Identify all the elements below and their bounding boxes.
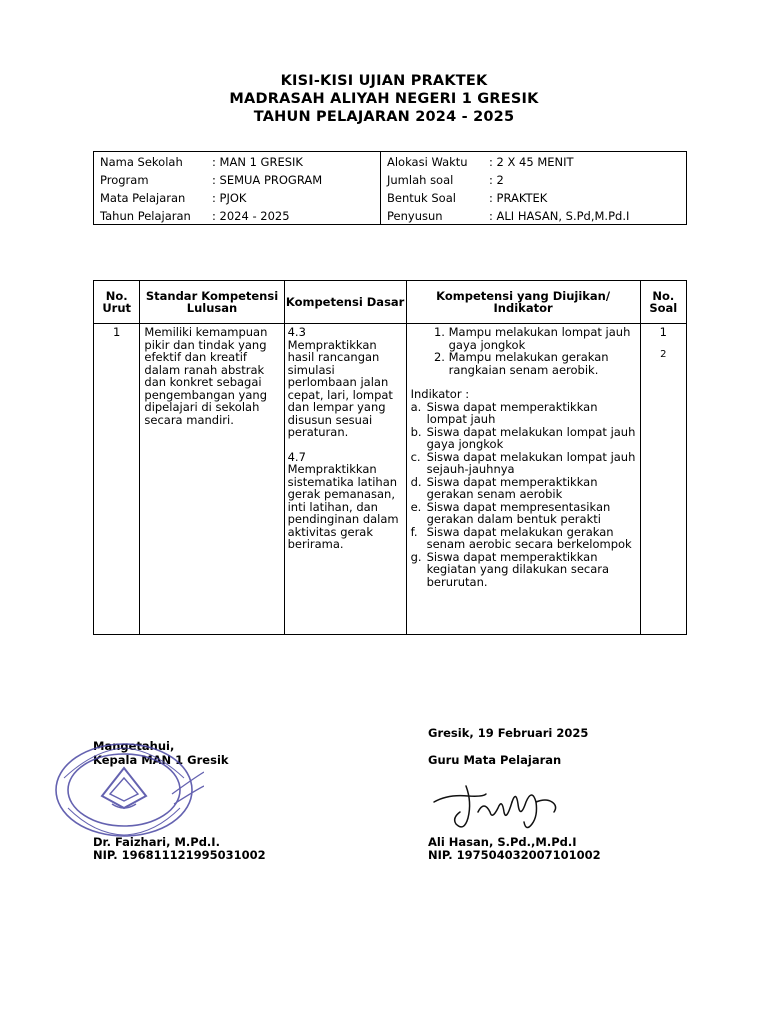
indicator-item — [411, 526, 636, 551]
info-label: Nama Sekolah — [100, 155, 183, 169]
kd-text: Mempraktikkan hasil rancangan simulasi perlombaan jalan cepat, lari, lompat dan lempar yang disusun sesuai peraturan. — [287, 337, 393, 439]
info-label: Tahun Pelajaran — [100, 209, 191, 223]
info-box — [93, 151, 687, 225]
table-header-row — [94, 281, 687, 324]
info-row — [100, 208, 380, 226]
indicator-item — [411, 476, 636, 501]
official-stamp — [54, 738, 204, 842]
indicator-marker: e. — [410, 499, 422, 514]
info-value: : PRAKTEK — [489, 191, 548, 205]
kd-item — [288, 451, 403, 551]
principal-name: Dr. Faizhari, M.Pd.I. — [93, 835, 220, 849]
info-row — [100, 172, 380, 190]
info-label: Mata Pelajaran — [100, 191, 186, 205]
info-row — [100, 154, 380, 172]
indicator-marker: f. — [410, 524, 418, 539]
teacher-role: Guru Mata Pelajaran — [428, 753, 562, 767]
info-row — [387, 208, 686, 226]
indicator-marker: c. — [410, 449, 421, 464]
kd-code: 4.3 — [287, 325, 306, 339]
academic-year-title: TAHUN PELAJARAN 2024 - 2025 — [253, 109, 515, 125]
document-title: KISI-KISI UJIAN PRAKTEK — [280, 73, 488, 89]
info-row — [387, 190, 686, 208]
soal-number: 2 — [660, 348, 667, 360]
info-value: : 2024 - 2025 — [212, 209, 290, 223]
indicator-marker: a. — [410, 399, 422, 414]
info-label: Alokasi Waktu — [387, 155, 468, 169]
place-date: Gresik, 19 Februari 2025 — [428, 726, 589, 740]
info-left-column — [94, 152, 381, 224]
indicator-item — [411, 426, 636, 451]
info-row — [100, 190, 380, 208]
indicator-text: Siswa dapat melakukan gerakan senam aerobic secara berkelompok — [426, 524, 632, 551]
kd-code: 4.7 — [287, 449, 306, 464]
teacher-nip: NIP. 197504032007101002 — [428, 848, 601, 862]
info-value: : SEMUA PROGRAM — [212, 173, 323, 187]
indicator-text: Siswa dapat mempresentasikan gerakan dalam bentuk perakti — [426, 499, 611, 526]
header-no-soal: No. Soal — [640, 281, 686, 324]
acknowledged-label: Mangetahui, — [93, 739, 175, 753]
document-header — [0, 72, 768, 126]
indicator-text: Siswa dapat melakukan lompat jauh sejauh-jauhnya — [426, 449, 636, 476]
competency-item: 2. Mampu melakukan gerakan rangkaian senam aerobik. — [449, 351, 636, 376]
competency-list — [411, 326, 636, 376]
info-value: : PJOK — [212, 191, 247, 205]
indicator-text: Siswa dapat memperaktikkan kegiatan yang dilakukan secara berurutan. — [426, 549, 610, 589]
indicator-text: Siswa dapat memperaktikkan gerakan senam aerobik — [426, 474, 598, 501]
header-standar-kompetensi: Standar Kompetensi Lulusan — [140, 281, 284, 324]
indicator-marker: d. — [410, 474, 422, 489]
school-name-title: MADRASAH ALIYAH NEGERI 1 GRESIK — [229, 91, 539, 107]
header-kompetensi-diujikan: Kompetensi yang Diujikan/ Indikator — [406, 281, 640, 324]
indicator-text: Siswa dapat memperaktikkan lompat jauh — [426, 399, 598, 426]
indicator-cell — [406, 324, 640, 635]
indicator-list — [411, 401, 636, 589]
principal-title: Kepala MAN 1 Gresik — [93, 753, 229, 767]
row-number: 1 — [94, 324, 140, 635]
skl-cell: Memiliki kemampuan pikir dan tindak yang efektif dan kreatif dalam ranah abstrak dan konkret sebagai pengembangan yang dipelajari di sekolah secara mandiri. — [140, 324, 284, 635]
indicator-text: Siswa dapat melakukan lompat jauh gaya jongkok — [426, 424, 636, 451]
indicator-item — [411, 401, 636, 426]
info-value: : 2 X 45 MENIT — [489, 155, 574, 169]
indicator-item — [411, 451, 636, 476]
principal-nip: NIP. 196811121995031002 — [93, 848, 266, 862]
kd-text: Mempraktikkan sistematika latihan gerak pemanasan, inti latihan, dan pendinginan dalam aktivitas gerak berirama. — [287, 462, 399, 551]
indicator-item — [411, 551, 636, 589]
handwritten-signature — [428, 772, 578, 842]
info-row — [387, 172, 686, 190]
info-label: Penyusun — [387, 209, 443, 223]
info-right-column — [381, 152, 686, 224]
info-label: Jumlah soal — [387, 173, 454, 187]
info-label: Program — [100, 173, 149, 187]
kd-cell — [284, 324, 406, 635]
indicator-title: Indikator : — [410, 387, 470, 401]
teacher-name: Ali Hasan, S.Pd.,M.Pd.I — [428, 835, 577, 849]
info-value: : ALI HASAN, S.Pd,M.Pd.I — [489, 209, 630, 223]
soal-number: 1 — [659, 325, 667, 339]
header-kompetensi-dasar: Kompetensi Dasar — [284, 281, 406, 324]
competency-item: 1. Mampu melakukan lompat jauh gaya jongkok — [449, 326, 636, 351]
kisi-kisi-table — [93, 280, 687, 635]
table-row — [94, 324, 687, 635]
header-no-urut: No. Urut — [94, 281, 140, 324]
soal-cell — [640, 324, 686, 635]
info-value: : 2 — [489, 173, 504, 187]
indicator-marker: g. — [410, 549, 422, 564]
indicator-marker: b. — [410, 424, 422, 439]
indicator-item — [411, 501, 636, 526]
kd-item — [288, 326, 403, 439]
info-value: : MAN 1 GRESIK — [212, 155, 303, 169]
info-label: Bentuk Soal — [387, 191, 456, 205]
info-row — [387, 154, 686, 172]
